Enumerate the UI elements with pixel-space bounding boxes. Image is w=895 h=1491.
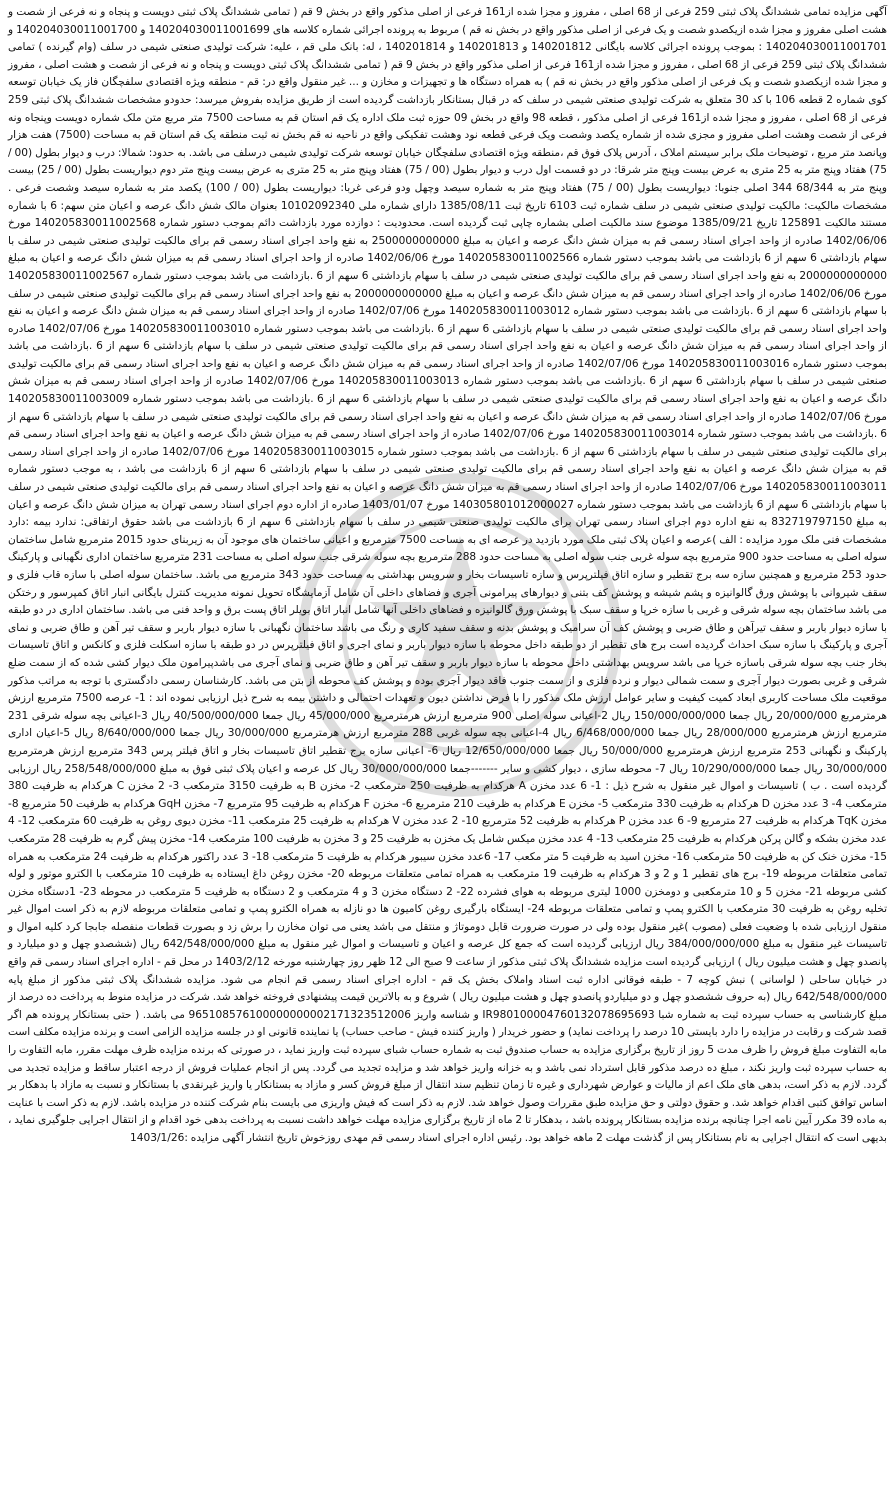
auction-notice-text: آگهی مزایده تمامی ششدانگ پلاک ثبتی 259 فرعی از 68 اصلی ، مفروز و مجزا شده از161 فرعی از اصلی مذکور واقع در بخش 9 قم ( تمامی ششدانگ پلاک ثبتی دویست و پنجاه و نه فرعی از شصت و هشت اصلی مفروز و مجزا شده ازیکصدو شصت و یک فرعی از اصلی مذکور واقع در بخش نه قم ) مربوط به پرونده اجرائی شماره کلاسه های 140204030011001699 و 140204030011001700 و 140204030011001701 : بموجب پرونده اجرائی کلاسه بایگانی 140201812 و 140201813 و 140201814 ، له: بانک ملی قم ، علیه: شرکت تولیدی صنعتی شیمی در سلف (وام گیرنده ) تمامی ششدانگ پلاک ثبتی 259 فرعی از 68 اصلی ، مفروز و مجزا شده از161 فرعی از اصلی مذکور واقع در بخش 9 قم ( تمامی ششدانگ پلاک ثبتی دویست و پنجاه و نه فرعی از شصت و هشت اصلی ، مفروز و مجزا شده ازیکصدو شصت و یک فرعی از اصلی مذکور واقع در بخش نه قم ) به همراه دستگاه ها و تجهیزات و مخازن و ... غیر منقول واقع در: قم - منطقه ویژه اقتصادی سلفچگان فاز یک خیابان توسعه کوی شماره 2 قطعه 106 با کد 30 متعلق به شرکت تولیدی صنعتی شیمی در سلف که در قبال بستانکار بازداشت گردیده است از طریق مزایده بفروش میرسد: حدودو مشخصات ششدانگ پلاک ثبتی 259 فرعی از 68 اصلی ، مفروز و مجزا شده از161 فرعی از اصلی مذکور ، قطعه 98 واقع در بخش 09 حوزه ثبت ملک اداره یک قم استان قم به مساحت 7500 متر مربع متن ملک شماره دویست وپنجاه ونه فرعی از شصت وهشت اصلی مفروز و مجزی شده از شماره یکصد وشصت ویک فرعی قطعه نود وهشت تفکیکی واقع در ناحیه نه قم بخش نه ثبت منطقه یک قم استان قم به مساحت (7500) هفت هزار وپانصد متر مربع ، توضیحات ملک برابر سیستم املاک ، آدرس پلاک فوق قم ،منطقه ویژه اقتصادی سلفچگان خیابان توسعه شرکت تولیدی شیمی درسلف می باشد. به حدود: شمالا: درب و دیوار بطول (00 / 75) هفتاد وپنج متر به 25 متری به عرض بیست وپنج متر شرقا: در دو قسمت اول درب و دیوار بطول (00 / 75) هفتاد وپنج متر به 25 متری به عرض بیست وپنج متر دوم دیواریست بطول (00 / 25) بیست وپنج متر به 68/344 344 اصلی جنوبا: دیواریست بطول (00 / 75) هفتاد وپنج متر به شماره سیصد وچهل ودو فرعی غربا: دیواریست بطول (00 / 100) یکصد متر به شماره سیصد وشصت فرعی . مشخصات مالکیت: مالکیت تولیدی صنعتی شیمی در سلف شماره ثبت 6103 تاریخ ثبت 1385/08/11 دارای شماره ملی 10102092340 بعنوان مالک شش دانگ عرصه و اعیان متن سهم: 6 با شماره مستند مالکیت 125891 تاریخ 1385/09/21 موضوع سند مالکیت اصلی بشماره چاپی ثبت گردیده است. محدودیت : دوازده مورد بازداشت دائم بموجب دستور شماره 140205830011002568 مورخ 1402/06/06 صادره از واحد اجرای اسناد رسمی قم به میزان شش دانگ عرصه و اعیان به مبلغ 2500000000000 به نفع واحد اجرای اسناد رسمی قم برای مالکیت تولیدی صنعتی شیمی در سلف با سهام بازداشتی 6 سهم از 6 بازداشت می باشد بموجب دستور شماره 140205830011002566 مورخ 1402/06/06 صادره از واحد اجرای اسناد رسمی قم به میزان شش دانگ عرصه و اعیان به مبلغ 2000000000000 به نفع واحد اجرای اسناد رسمی قم برای مالکیت تولیدی صنعتی شیمی در سلف با سهام بازداشتی 6 سهم از 6 .بازداشت می باشد بموجب دستور شماره 140205830011002567 مورخ 1402/06/06 صادره از واحد اجرای اسناد رسمی قم به میزان شش دانگ عرصه و اعیان به مبلغ 2000000000000 به نفع واحد اجرای اسناد رسمی قم برای مالکیت تولیدی صنعتی شیمی در سلف با سهام بازداشتی 6 سهم از 6 .بازداشت می باشد بموجب دستور شماره 140205830011003012 مورخ 1402/07/06 صادره از واحد اجرای اسناد رسمی قم به میزان شش دانگ عرصه و اعیان به نفع واحد اجرای اسناد رسمی قم برای مالکیت تولیدی صنعتی شیمی در سلف با سهام بازداشتی 6 سهم از 6 .بازداشت می باشد بموجب دستور شماره 140205830011003010 مورخ 1402/07/06 صادره از واحد اجرای اسناد رسمی قم به میزان شش دانگ عرصه و اعیان به نفع واحد اجرای اسناد رسمی قم برای مالکیت تولیدی صنعتی شیمی در سلف با سهام بازداشتی 6 سهم از 6 .بازداشت می باشد بموجب دستور شماره 140205830011003016 مورخ 1402/07/06 صادره از واحد اجرای اسناد رسمی قم به میزان شش دانگ عرصه و اعیان به نفع واحد اجرای اسناد رسمی قم برای مالکیت تولیدی صنعتی شیمی در سلف با سهام بازداشتی 6 سهم از 6 .بازداشت می باشد بموجب دستور شماره 140205830011003013 مورخ 1402/07/06 صادره از واحد اجرای اسناد رسمی قم به میزان شش دانگ عرصه و اعیان به نفع واحد اجرای اسناد رسمی قم برای مالکیت تولیدی صنعتی شیمی در سلف با سهام بازداشتی 6 سهم از 6 .بازداشت می باشد بموجب دستور شماره 140205830011003009 مورخ 1402/07/06 صادره از واحد اجرای اسناد رسمی قم به میزان شش دانگ عرصه و اعیان به نفع واحد اجرای اسناد رسمی قم برای مالکیت تولیدی صنعتی شیمی در سلف با سهام بازداشتی 6 سهم از 6 .بازداشت می باشد بموجب دستور شماره 140205830011003014 مورخ 1402/07/06 صادره از واحد اجرای اسناد رسمی قم به میزان شش دانگ عرصه و اعیان به نفع واحد اجرای اسناد رسمی قم برای مالکیت تولیدی صنعتی شیمی در سلف با سهام بازداشتی 6 سهم از 6 .بازداشت می باشد بموجب دستور شماره 140205830011003015 مورخ 1402/07/06 صادره از واحد اجرای اسناد رسمی قم به میزان شش دانگ عرصه و اعیان به نفع واحد اجرای اسناد رسمی قم برای مالکیت تولیدی صنعتی شیمی در سلف با سهام بازداشتی 6 سهم از 6 بازداشت می باشد ، به موجب دستور شماره 140205830011003011 مورخ 1402/07/06 صادره از واحد اجرای اسناد رسمی قم به میزان شش دانگ عرصه و اعیان به نفع واحد اجرای اسناد رسمی قم برای مالکیت تولیدی صنعتی شیمی در سلف با سهام بازداشتی 6 سهم از 6 بازداشت می باشد بموجب دستور شماره 140305801012000027 مورخ 1403/01/07 صادره از اداره دوم اجرای اسناد رسمی تهران به میزان شش دانگ عرصه و اعیان به مبلغ 832719797150 به نفع اداره دوم اجرای اسناد رسمی تهران برای مالکیت تولیدی صنعتی شیمی در سلف با سهام بازداشتی 6 سهم از 6 بازداشت می باشد حقوق ارتفاقی: ندارد بیمه :دارد مشخصات فنی ملک مورد مزایده : الف )عرصه و اعیان پلاک ثبتی ملک مورد بازدید در عرصه ای به مساحت 7500 مترمربع و اعیانی ساختمان های موجود آن به زیربنای حدود 2015 مترمربع شامل ساختمان سوله اصلی به مساحت حدود 900 مترمربع بچه سوله غربی جنب سوله اصلی به مساحت حدود 288 مترمربع بچه سوله شرقی جنب سوله اصلی به مساحت 231 مترمربع ساختمان اداری نگهبانی و پارکینگ حدود 253 مترمربع و همچنین سازه سه برج تقطیر و سازه اتاق فیلترپرس و سازه تاسیسات بخار و سرویس بهداشتی به مساحت حدود 343 مترمربع می باشد. ساختمان سوله اصلی با سازه قاب فلزی و سقف شیروانی با پوشش ورق گالوانیزه و پشم شیشه و پوشش کف بتنی و دیوارهای پیرامونی آجری و فضاهای داخلی آن شامل آزمایشگاه تحویل نمونه مدیریت کنترل بایگانی انبار اتاق کمپرسور و رختکن می باشد ساختمان بچه سوله شرقی و غربی با سازه خرپا و سقف سبک با پوشش ورق گالوانیزه و فضاهای داخلی آنها شامل انبار اتاق بویلر اتاق پست برق و واحد فنی می باشد. ساختمان اداری در دو طبقه با سازه دیوار باربر و سقف تیرآهن و طاق ضربی و پوشش کف آن سرامیک و پوشش بدنه و سقف سفید کاری و رنگ می باشد ساختمان نگهبانی با سازه دیوار باربر و سقف تیر آهن و طاق ضربی و نمای آجری و پارکینگ با سازه سبک احداث گردیده است برج های تقطیر از دو طبقه داخل محوطه با سازه دیوار باربر و نمای اجری و اتاق فیلترپرس در دو طبقه با سازه اسکلت فلزی و کانکس و اتاق تاسیسات بخار جنب بچه سوله شرقی باسازه خرپا می باشد سرویس بهداشتی داخل محوطه با سازه دیوار باربر و سقف تیر آهن و طاق ضربی و نمای آجری می باشدپیرامون ملک دیوار کشی شده که از سمت ضلع شرقی و غربی بصورت دیوار آجری و سمت شمالی دیوار و نرده فلزی و از سمت جنوب فاقد دیوار آجری بوده و پوشش کف محوطه از بتن می باشد. کارشناسان رسمی دادگستری با توجه به مراتب مذکور موقعیت ملک مساحت کاربری ابعاد کمیت کیفیت و سایر عوامل ارزش ملک مذکور را با فرض نداشتن دیون و تعهدات احتمالی و داشتن بیمه به شرح ذیل ارزیابی نموده اند : 1- عرصه 7500 مترمربع ارزش هرمترمربع 20/000/000 ریال جمعا 150/000/000/000 ریال 2-اعیانی سوله اصلی 900 مترمربع ارزش هرمترمربع 45/000/000 ریال جمعا 40/500/000/000 ریال 3-اعیانی بچه سوله شرقی 231 مترمربع ارزش هرمترمربع 28/000/000 ریال جمعا 6/468/000/000 ریال 4-اعیانی بچه سوله غربی 288 مترمربع ارزش هرمترمربع 30/000/000 ریال جمعا 8/640/000/000 ریال 5-اعیان اداری پارکینگ و نگهبانی 253 مترمربع ارزش هرمترمربع 50/000/000 ریال جمعا 12/650/000/000 ریال 6- اعیانی سازه برج تقطیر اتاق تاسیسات بخار و اتاق فیلتر پرس 343 مترمربع ارزش هرمترمربع 30/000/000 ریال جمعا 10/290/000/000 ریال 7- محوطه سازی ، دیوار کشی و سایر -------جمعا 30/000/000/000 ریال کل عرصه و اعیان پلاک ثبتی فوق به مبلغ 258/548/000/000 ریال ارزیابی گردیده است . ب ) تاسیسات و اموال غیر منقول به شرح ذیل : 1- 6 عدد مخزن A هرکدام به ظرفیت 250 مترمکعب 2- مخزن B به ظرفیت 3150 مترمکعب 3- 2 مخزن C هرکدام به ظرفیت 380 مترمکعب 4- 3 عدد مخزن D هرکدام به ظرفیت 330 مترمکعب 5- مخزن E هرکدام به ظرفیت 210 مترمربع 6- مخزن F هرکدام به ظرفیت 95 مترمربع 7- مخزن GqH هرکدام به ظرفیت 50 مترمربع 8- مخزن TqK هرکدام به ظرفیت 27 مترمربع 9- 6 عدد مخزن P هرکدام به ظرفیت 52 مترمربع 10- 2 عدد مخزن V هرکدام به ظرفیت 25 مترمکعب 11- مخزن دیوی روغن به ظرفیت 60 مترمکعب 12- 4 عدد مخزن بشکه و گالن پرکن هرکدام به ظرفیت 25 مترمکعب 13- 4 عدد مخزن میکس شامل یک مخزن به ظرفیت 25 و 3 مخزن به ظرفیت 100 مترمکعب 14- مخزن پیش گرم به ظرفیت 28 مترمکعب 15- مخزن خنک کن به ظرفیت 50 مترمکعب 16- مخزن اسید به ظرفیت 5 متر مکعب 17- 6عدد مخزن سیبور هرکدام به ظرفیت 5 مترمکعب 18- 3 عدد راکتور هرکدام به ظرفیت 24 مترمکعب به همراه تمامی متعلقات مربوطه 19- برج های تقطیر 1 و 2 و 3 هرکدام به ظرفیت 19 مترمکعب به همراه تمامی متعلقات مربوطه 20- مخزن روغن داغ ایستاده به ظرفیت 10 مترمکعب با الکترو موتور و لوله کشی مربوطه 21- مخزن 5 و 10 مترمکعبی و دومخزن 1000 لیتری مربوطه به هوای فشرده 22- 2 دستگاه مخزن 3 و 4 مترمکعب و 2 دستگاه به ظرفیت 5 مترمکعب در محوطه 23- 1دستگاه مخزن تخلیه روغن به ظرفیت 30 مترمکعب با الکترو پمپ و تمامی متعلقات مربوطه 24- ایستگاه بارگیری روغن کامیون ها دو نازله به همراه الکترو پمپ و تمامی متعلقات مربوطه لازم به ذکر است اموال غیر منقول ارزیابی شده با وضعیت فعلی (مصوب )غیر منقول بوده ولی در صورت ضرورت قابل دوموتاژ و منتقل می باشد یعنی می توان مخازن را برش زد و بصورت قطعات منفصله جابجا کرد کلیه اموال و تاسیسات غیر منقول به مبلغ 384/000/000/000 ریال ارزیابی گردیده است که جمع کل عرصه و اعیان و تاسیسات و اموال غیر منقول به مبلغ 642/548/000/000 ریال (ششصدو چهل و دو میلیارد و پانصدو چهل و هشت میلیون ریال ) ارزیابی گردیده است مزایده ششدانگ پلاک ثبتی مذکور از ساعت 9 صبح الی 12 ظهر روز چهارشنبه مورخه 1403/2/12 در محل قم - اداره اجرای اسناد رسمی قم واقع در خیابان ساحلی ( لواسانی ) نبش کوچه 7 - طبقه فوقانی اداره ثبت اسناد واملاک بخش یک قم - اداره اجرای اسناد رسمی قم انجام می شود. مزایده ششدانگ پلاک ثبتی مذکور از مبلغ پایه 642/548/000/000 ریال (به حروف ششصدو چهل و دو میلیاردو پانصدو چهل و هشت میلیون ریال ) شروع و به بالاترین قیمت پیشنهادی فروخته خواهد شد. شرکت در مزایده منوط به پرداخت ده درصد از مبلغ کارشناسی به حساب سپرده ثبت به شماره شبا IR980100004760132078695693 و شناسه واریز 965108576100000000002171323512006 می باشد. ( حتی بستانکار پرونده هم اگر قصد شرکت و رقابت در مزایده را دارد بایستی 10 درصد را پرداخت نماید) و حضور خریدار ( واریز کننده فیش - صاحب حساب) یا نماینده قانونی او در جلسه مزایده الزامی است و برنده مزایده مکلف است مابه التفاوت مبلغ فروش را ظرف مدت 5 روز از تاریخ برگزاری مزایده به حساب صندوق ثبت به شماره حساب شبای سپرده ثبت واریز نماید ، در صورتی که برنده مزایده ظرف مهلت مقرر، مابه التفاوت را به حساب سپرده ثبت واریز نکند ، مبلغ ده درصد مذکور قابل استرداد نمی باشد و به خزانه واریز خواهد شد و مزایده تجدید می گردد. پس از انجام عملیات فروش از درجه اعتبار ساقط و مزایده تجدید می گردد. لازم به ذکر است، بدهی های ملک اعم از مالیات و عوارض شهرداری و غیره تا زمان تنظیم سند انتقال از مبلغ فروش کسر و مازاد به بستانکار یا واریز غیرنقدی با بستانکار و نسبت به مازاد با بدهکار بر اساس توافق کتبی اقدام خواهد شد. و حقوق دولتی و حق مزایده طبق مقررات وصول خواهد شد. لازم به ذکر است که فیش واریزی می بایست بنام شرکت کننده در مزایده باشد. لازم به ذکر است با عنایت به ماده 39 مکرر آیین نامه اجرا چنانچه برنده مزایده بستانکار پرونده باشد ، بدهکار تا 2 ماه از تاریخ برگزاری مزایده مهلت خواهد داشت نسبت به پرداخت بدهی خود اقدام و از انتقال اجرایی جلوگیری نماید ، بدیهی است که انتقال اجرایی به نام بستانکار پس از گذشت مهلت 2 ماهه خواهد بود. رئیس اداره اجرای اسناد رسمی قم مهدی روزخوش تاریخ انتشار آگهی مزایده :1403/1/26 [7,6,888,1144]
